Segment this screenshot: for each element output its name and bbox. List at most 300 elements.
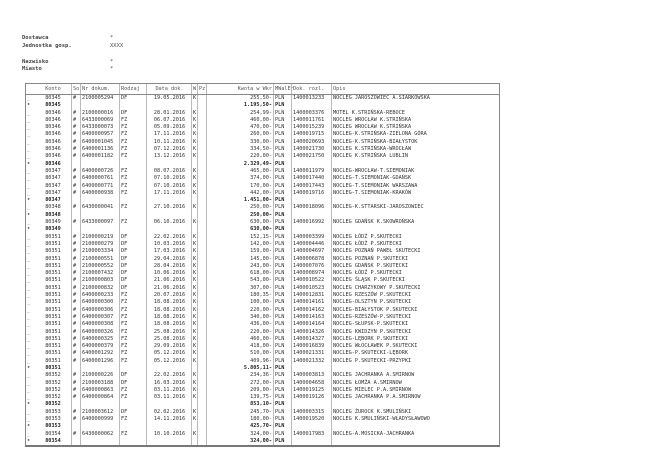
cell-nr-dokum: 6400000864: [80, 394, 119, 401]
row-marker-icon: _: [27, 124, 31, 131]
cell-waluta: PLN: [273, 372, 291, 379]
cell-nr-dokum: 6400000726: [80, 168, 119, 175]
row-marker-icon: _: [27, 306, 31, 313]
row-marker-icon: _: [27, 372, 31, 379]
cell-nr-dokum: 2100000551: [80, 256, 119, 263]
cell-pz: [197, 197, 206, 204]
cell-rodzaj: FZ: [119, 431, 146, 438]
cell-data-dok: 05.09.2016: [146, 124, 191, 131]
cell-pz: [197, 117, 206, 124]
cell-rodzaj: [119, 212, 146, 219]
table-row: [26, 387, 499, 394]
cell-waluta: PLN: [273, 95, 291, 102]
cell-rodzaj: [119, 365, 146, 372]
col-w: W: [193, 86, 197, 92]
cell-w: K: [193, 313, 197, 320]
cell-pz: [197, 204, 206, 211]
cell-kwota: 543,00-: [206, 277, 273, 284]
cell-so: #: [71, 139, 80, 146]
cell-so: [71, 401, 80, 408]
row-marker-icon: _: [27, 394, 31, 401]
cell-so: #: [71, 416, 80, 423]
cell-w: K: [193, 328, 197, 335]
cell-dok-rozl: 1400017983: [291, 431, 331, 438]
cell-waluta: PLN: [273, 299, 291, 306]
cell-opis: NOCLEG-T.SIEMONIAK-GDAŃSK: [331, 175, 499, 182]
cell-opis: NOCLEG-T.SIEMONIAK WARSZAWA: [331, 183, 499, 190]
cell-waluta: PLN: [273, 234, 291, 241]
city-value: *: [110, 66, 114, 72]
table-row: [26, 168, 499, 175]
table-row: [26, 241, 499, 248]
cell-konto: 80347: [45, 182, 61, 189]
cell-pz: [197, 358, 206, 365]
cell-rodzaj: DF: [119, 372, 146, 379]
cell-nr-dokum: 6400000325: [80, 336, 119, 343]
row-marker-icon: _: [27, 138, 31, 145]
cell-dok-rozl: [291, 197, 331, 204]
cell-opis: NOCLEG-P.SKUTECKI-LĘBORK: [331, 350, 499, 357]
cell-pz: [197, 401, 206, 408]
cell-pz: [197, 175, 206, 182]
cell-waluta: PLN: [273, 277, 291, 284]
cell-data-dok: 13.12.2016: [146, 153, 191, 160]
cell-nr-dokum: 6400000938: [80, 190, 119, 197]
cell-opis: NOCLEG-T.SIEMONIAK-KRAKÓW: [331, 190, 499, 197]
cell-w: K: [193, 240, 197, 247]
row-marker-icon: _: [27, 416, 31, 423]
cell-dok-rozl: [291, 401, 331, 408]
col-kwota: Kwota w Wkr: [206, 84, 273, 94]
cell-data-dok: 07.12.2016: [146, 146, 191, 153]
cell-pz: [197, 110, 206, 117]
cell-rodzaj: DF: [119, 256, 146, 263]
cell-waluta: PLN: [273, 336, 291, 343]
cell-kwota: 139,75-: [206, 394, 273, 401]
table-row: [26, 110, 499, 117]
cell-dok-rozl: 1400016992: [291, 219, 331, 226]
unit-label: Jednostka gosp.: [22, 43, 72, 49]
cell-konto: 80353: [45, 408, 61, 415]
cell-so: #: [71, 146, 80, 153]
cell-opis: NOCLEG POZNAŃ PAWEŁ SKUTECKI: [331, 248, 499, 255]
cell-waluta: PLN: [273, 168, 291, 175]
cell-so: #: [71, 131, 80, 138]
cell-pz: [197, 248, 206, 255]
cell-kwota: 465,00-: [206, 168, 273, 175]
cell-data-dok: [146, 365, 191, 372]
cell-data-dok: [146, 423, 191, 430]
cell-dok-rozl: 1400003399: [291, 234, 331, 241]
subtotal-row: [26, 197, 499, 204]
cell-konto: 80351: [45, 328, 61, 335]
cell-so: #: [71, 321, 80, 328]
cell-konto: 80347: [45, 175, 61, 182]
cell-rodzaj: DF: [119, 110, 146, 117]
subtotal-row: [26, 365, 499, 372]
table-row: [26, 277, 499, 284]
cell-opis: NOCLEG ŻUROCK K.SMULIŃSKI: [331, 409, 499, 416]
cell-rodzaj: DF: [119, 95, 146, 102]
cell-rodzaj: FZ: [119, 117, 146, 124]
cell-rodzaj: FZ: [119, 350, 146, 357]
cell-data-dok: [146, 401, 191, 408]
cell-data-dok: 03.11.2016: [146, 387, 191, 394]
table-row: [26, 131, 499, 138]
cell-w: K: [193, 167, 197, 174]
cell-pz: [197, 161, 206, 168]
cell-dok-rozl: 1400019715: [291, 131, 331, 138]
cell-data-dok: 05.12.2016: [146, 358, 191, 365]
cell-opis: NOCLEG-RZESZÓW-P.SKUTECKI: [331, 314, 499, 321]
row-marker-icon: _: [27, 379, 31, 386]
cell-nr-dokum: 2100000803: [80, 277, 119, 284]
cell-opis: NOCLEG K.STRIŃSKA-WROCŁAW: [331, 146, 499, 153]
cell-kwota: 243,00-: [206, 263, 273, 270]
cell-data-dok: 06.10.2016: [146, 219, 191, 226]
cell-pz: [197, 131, 206, 138]
cell-kwota: 2.329,49-: [206, 161, 273, 168]
cell-data-dok: 19.05.2016: [146, 95, 191, 102]
city-label: Miasto: [22, 66, 42, 72]
cell-data-dok: 14.11.2016: [146, 416, 191, 423]
cell-rodzaj: [119, 102, 146, 109]
cell-opis: NOCLEG K.STRIŃSKA LUBLIN: [331, 153, 499, 160]
cell-opis: NOCLEG-WROCŁAW-T.SIEMONIAK: [331, 168, 499, 175]
cell-dok-rozl: 1400011979: [291, 168, 331, 175]
subtotal-row: [26, 401, 499, 408]
cell-waluta: PLN: [273, 321, 291, 328]
cell-pz: [197, 416, 206, 423]
cell-rodzaj: FZ: [119, 343, 146, 350]
cell-konto: 80351: [45, 357, 61, 364]
table-row: [26, 343, 499, 350]
cell-data-dok: [146, 197, 191, 204]
cell-rodzaj: [119, 438, 146, 445]
cell-w: K: [193, 182, 197, 189]
cell-pz: [197, 256, 206, 263]
row-marker-icon: _: [27, 182, 31, 189]
cell-w: K: [193, 430, 197, 437]
cell-waluta: PLN: [273, 146, 291, 153]
cell-nr-dokum: [80, 161, 119, 168]
cell-w: K: [193, 175, 197, 182]
table-row: [26, 139, 499, 146]
name-value: *: [110, 59, 114, 65]
cell-so: #: [71, 431, 80, 438]
cell-pz: [197, 183, 206, 190]
cell-w: K: [193, 321, 197, 328]
cell-dok-rozl: 1400004658: [291, 380, 331, 387]
table-body: [26, 95, 499, 445]
cell-data-dok: 07.10.2016: [146, 175, 191, 182]
cell-w: K: [193, 408, 197, 415]
cell-pz: [197, 212, 206, 219]
col-rodzaj: Rodzaj: [119, 84, 146, 94]
table-row: [26, 285, 499, 292]
cell-w: K: [193, 248, 197, 255]
cell-so: #: [71, 219, 80, 226]
table-row: [26, 153, 499, 160]
cell-konto: 80346: [45, 124, 61, 131]
cell-dok-rozl: 1400014162: [291, 307, 331, 314]
cell-konto: 80354: [45, 437, 61, 444]
cell-data-dok: 18.08.2016: [146, 299, 191, 306]
cell-rodzaj: FZ: [119, 153, 146, 160]
table-row: [26, 372, 499, 379]
cell-dok-rozl: 1400018096: [291, 204, 331, 211]
cell-data-dok: [146, 438, 191, 445]
cell-rodzaj: FZ: [119, 139, 146, 146]
cell-data-dok: 18.08.2016: [146, 307, 191, 314]
cell-opis: NOCLEG JACHRANKA P.A.SMIRNOW: [331, 394, 499, 401]
row-marker-icon: _: [27, 277, 31, 284]
cell-pz: [197, 343, 206, 350]
marker-header: [26, 84, 34, 94]
cell-dok-rozl: 1400019125: [291, 387, 331, 394]
cell-nr-dokum: 2100003334: [80, 248, 119, 255]
cell-data-dok: 05.12.2016: [146, 350, 191, 357]
cell-opis: NOCLEG CHARZYKOWY P.SKUTECKI: [331, 285, 499, 292]
cell-so: #: [71, 292, 80, 299]
cell-konto: 80346: [45, 153, 61, 160]
col-data-dok: Data dok.: [146, 84, 191, 94]
cell-nr-dokum: 6400001182: [80, 153, 119, 160]
cell-kwota: 245,70-: [206, 409, 273, 416]
cell-nr-dokum: [80, 212, 119, 219]
cell-so: #: [71, 234, 80, 241]
table-row: [26, 350, 499, 357]
cell-opis: NOCLEG-A.MOSICKA-JACHRANKA: [331, 431, 499, 438]
cell-konto: 80353: [45, 423, 61, 430]
cell-konto: 80346: [45, 116, 61, 123]
cell-opis: NOCLEG WROCŁAW K.STRIŃSKA: [331, 124, 499, 131]
cell-konto: 80346: [45, 109, 61, 116]
table-row: [26, 416, 499, 423]
row-marker-icon: _: [27, 350, 31, 357]
cell-konto: 80346: [45, 138, 61, 145]
cell-konto: 80347: [45, 189, 61, 196]
cell-nr-dokum: 6400000863: [80, 387, 119, 394]
cell-w: K: [193, 357, 197, 364]
cell-data-dok: 18.08.2016: [146, 314, 191, 321]
cell-rodzaj: FZ: [119, 131, 146, 138]
table-row: [26, 190, 499, 197]
cell-dok-rozl: 1400021730: [291, 146, 331, 153]
ledger-table: [25, 83, 500, 447]
cell-w: K: [193, 292, 197, 299]
cell-w: K: [193, 153, 197, 160]
supplier-value: *: [110, 35, 114, 41]
cell-rodzaj: FZ: [119, 204, 146, 211]
cell-w: K: [193, 233, 197, 240]
cell-konto: 80346: [45, 146, 61, 153]
cell-konto: 80345: [45, 102, 61, 109]
table-row: [26, 256, 499, 263]
subtotal-bullet-icon: •: [27, 437, 31, 444]
cell-so: #: [71, 329, 80, 336]
cell-konto: 80347: [45, 197, 61, 204]
cell-konto: 80351: [45, 292, 61, 299]
cell-kwota: 254,99-: [206, 110, 273, 117]
cell-nr-dokum: [80, 365, 119, 372]
cell-so: #: [71, 241, 80, 248]
row-marker-icon: _: [27, 204, 31, 211]
cell-kwota: 145,00-: [206, 256, 273, 263]
cell-waluta: PLN: [273, 241, 291, 248]
cell-kwota: 618,00-: [206, 270, 273, 277]
row-marker-icon: _: [27, 255, 31, 262]
cell-data-dok: 17.03.2016: [146, 248, 191, 255]
cell-nr-dokum: 2100000226: [80, 372, 119, 379]
table-row: [26, 409, 499, 416]
cell-opis: NOCLEG GDAŃSK K.SKOWROŃSKA: [331, 219, 499, 226]
cell-nr-dokum: [80, 423, 119, 430]
cell-pz: [197, 329, 206, 336]
cell-dok-rozl: 1400021332: [291, 358, 331, 365]
cell-dok-rozl: 1400012831: [291, 292, 331, 299]
col-dok-rozl: Dok. rozl.: [291, 84, 331, 94]
cell-rodzaj: DF: [119, 409, 146, 416]
cell-nr-dokum: 2100000219: [80, 234, 119, 241]
cell-data-dok: 06.07.2016: [146, 117, 191, 124]
cell-nr-dokum: 6400001296: [80, 358, 119, 365]
cell-nr-dokum: [80, 102, 119, 109]
cell-pz: [197, 431, 206, 438]
cell-waluta: PLN: [273, 431, 291, 438]
row-marker-icon: _: [27, 292, 31, 299]
cell-w: K: [193, 343, 197, 350]
cell-kwota: 324,00-: [206, 431, 273, 438]
cell-kwota: 255,50-: [206, 95, 273, 102]
col-opis: Opis: [331, 84, 499, 94]
subtotal-row: [26, 438, 499, 445]
subtotal-row: [26, 226, 499, 233]
cell-so: [71, 212, 80, 219]
cell-konto: 80351: [45, 233, 61, 240]
cell-w: K: [193, 372, 197, 379]
cell-nr-dokum: 6400000761: [80, 175, 119, 182]
cell-dok-rozl: 1400010522: [291, 277, 331, 284]
cell-pz: [197, 314, 206, 321]
cell-pz: [197, 219, 206, 226]
cell-konto: 80351: [45, 299, 61, 306]
cell-dok-rozl: [291, 423, 331, 430]
cell-pz: [197, 139, 206, 146]
cell-kwota: 853,10-: [206, 401, 273, 408]
table-row: [26, 299, 499, 306]
cell-kwota: 442,00-: [206, 190, 273, 197]
cell-so: #: [71, 394, 80, 401]
cell-rodzaj: FZ: [119, 183, 146, 190]
cell-so: [71, 161, 80, 168]
subtotal-row: [26, 212, 499, 219]
cell-pz: [197, 387, 206, 394]
cell-w: K: [193, 277, 197, 284]
cell-pz: [197, 307, 206, 314]
row-marker-icon: _: [27, 240, 31, 247]
cell-konto: 80351: [45, 321, 61, 328]
cell-w: K: [193, 116, 197, 123]
cell-konto: 80349: [45, 219, 61, 226]
cell-nr-dokum: 6400000306: [80, 307, 119, 314]
cell-data-dok: 27.10.2016: [146, 204, 191, 211]
cell-kwota: 220,00-: [206, 329, 273, 336]
cell-pz: [197, 226, 206, 233]
cell-nr-dokum: [80, 197, 119, 204]
row-marker-icon: _: [27, 357, 31, 364]
cell-rodzaj: DF: [119, 277, 146, 284]
cell-so: #: [71, 117, 80, 124]
cell-opis: NOCLEG WŁOCŁAWEK P.SKUTECKI: [331, 343, 499, 350]
cell-rodzaj: FZ: [119, 175, 146, 182]
cell-nr-dokum: 2100007432: [80, 270, 119, 277]
cell-nr-dokum: [80, 401, 119, 408]
cell-pz: [197, 146, 206, 153]
cell-rodzaj: DF: [119, 380, 146, 387]
cell-kwota: 340,00-: [206, 314, 273, 321]
cell-rodzaj: FZ: [119, 307, 146, 314]
cell-waluta: PLN: [273, 307, 291, 314]
row-marker-icon: _: [27, 175, 31, 182]
cell-so: #: [71, 372, 80, 379]
cell-dok-rozl: 1400019520: [291, 416, 331, 423]
cell-waluta: PLN: [273, 270, 291, 277]
cell-w: K: [193, 350, 197, 357]
cell-kwota: 159,00-: [206, 248, 273, 255]
cell-waluta: PLN: [273, 226, 291, 233]
cell-data-dok: 22.02.2016: [146, 234, 191, 241]
cell-konto: 80351: [45, 343, 61, 350]
cell-nr-dokum: 6400001136: [80, 146, 119, 153]
cell-konto: 80352: [45, 372, 61, 379]
cell-opis: [331, 226, 499, 233]
cell-waluta: PLN: [273, 102, 291, 109]
cell-kwota: 374,00-: [206, 175, 273, 182]
cell-opis: NOCLEG-BIAŁYSTOK P.SKUTECKI: [331, 307, 499, 314]
cell-waluta: PLN: [273, 248, 291, 255]
table-row: [26, 234, 499, 241]
cell-nr-dokum: 2100003188: [80, 380, 119, 387]
cell-rodzaj: FZ: [119, 336, 146, 343]
cell-waluta: PLN: [273, 380, 291, 387]
cell-so: #: [71, 153, 80, 160]
row-marker-icon: _: [27, 386, 31, 393]
cell-kwota: 180,00-: [206, 416, 273, 423]
cell-waluta: PLN: [273, 438, 291, 445]
cell-kwota: 180,35-: [206, 292, 273, 299]
table-row: [26, 95, 499, 102]
cell-kwota: 460,00-: [206, 117, 273, 124]
cell-opis: NOCLEG ŁÓDŹ P.SKUTECKI: [331, 234, 499, 241]
cell-pz: [197, 102, 206, 109]
cell-so: [71, 365, 80, 372]
cell-opis: NOCLEG-LĘBORK P.SKUTECKI: [331, 336, 499, 343]
cell-dok-rozl: 1400004446: [291, 241, 331, 248]
row-marker-icon: _: [27, 167, 31, 174]
cell-konto: 80351: [45, 262, 61, 269]
cell-waluta: PLN: [273, 175, 291, 182]
cell-so: [71, 423, 80, 430]
cell-rodzaj: DF: [119, 234, 146, 241]
cell-pz: [197, 168, 206, 175]
cell-rodzaj: FZ: [119, 219, 146, 226]
cell-opis: [331, 102, 499, 109]
cell-rodzaj: FZ: [119, 416, 146, 423]
cell-rodzaj: [119, 423, 146, 430]
cell-nr-dokum: 2100000552: [80, 263, 119, 270]
cell-konto: 80348: [45, 204, 61, 211]
